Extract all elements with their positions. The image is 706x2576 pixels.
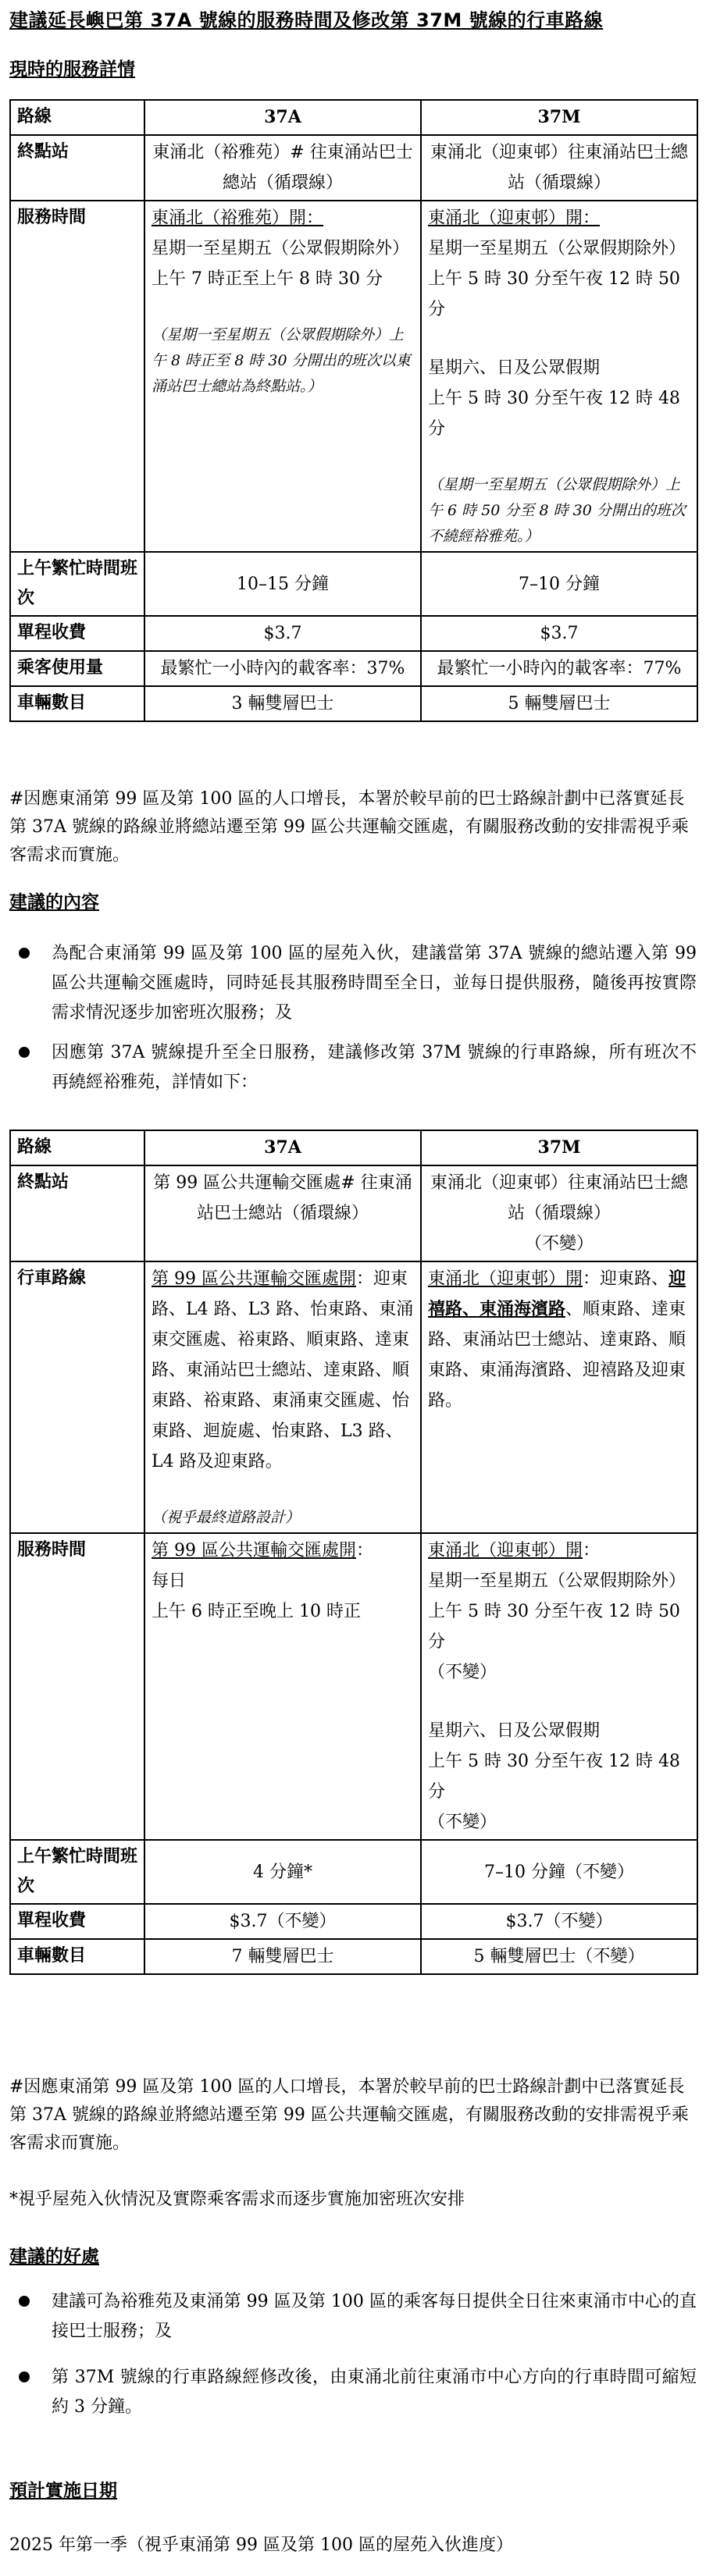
departure-point: 第 99 區公共運輸交匯處開 (152, 1269, 356, 1289)
fare-37a: $3.7 (144, 616, 421, 651)
terminus-37a: 第 99 區公共運輸交匯處# 往東涌站巴士總站（循環線） (144, 1165, 421, 1261)
routing-37a (144, 1261, 421, 1533)
benefit-bullet-2: 第 37M 號線的行車路線經修改後，由東涌北前往東涌市中心方向的行車時間可縮短約 3 分鐘。 (9, 2363, 697, 2422)
service-time: 上午 5 時 30 分至午夜 12 時 48 分 (428, 1752, 680, 1802)
table-row (10, 552, 697, 616)
current-footnote: #因應東涌第 99 區及第 100 區的人口增長，本署於較早前的巴士路線計劃中已落實延長第 37A 號線的路線並將總站遷至第 99 區公共運輸交匯處，有關服務改動的安排需視乎乘客需求而實施。 (9, 789, 689, 865)
service-time: 上午 5 時 30 分至午夜 12 時 50 分 (428, 1602, 680, 1652)
fleet-label: 車輛數目 (10, 1939, 144, 1974)
unchanged-tag: （不變） (428, 1813, 497, 1832)
table-row (10, 1261, 697, 1533)
service-hours-37a (144, 201, 421, 552)
service-days: 每日 (152, 1571, 187, 1591)
service-note: （星期一至星期五（公眾假期除外）上午 6 時 50 分至 8 時 30 分開出的班次不繞經裕雅苑。） (428, 476, 686, 545)
routing-streets: ：迎東路、L4 路、L3 路、怡東路、東涌東交匯處、裕東路、順東路、達東路、東涌站巴士總站、達東路、順東路、裕東路、東涌東交匯處、怡東路、迴旋處、怡東路、L3 路、L4 路及迎東路。 (152, 1269, 414, 1471)
bullet-icon (19, 1047, 30, 1058)
terminus-label: 終點站 (10, 1165, 144, 1261)
peak-frequency-label: 上午繁忙時間班次 (10, 1840, 144, 1904)
fleet-37a: 7 輛雙層巴士 (144, 1939, 421, 1974)
table-row (10, 1904, 697, 1939)
fleet-37m: 5 輛雙層巴士（不變） (421, 1939, 697, 1974)
proposed-footnote: #因應東涌第 99 區及第 100 區的人口增長，本署於較早前的巴士路線計劃中已落實延長第 37A 號線的路線並將總站遷至第 99 區公共運輸交匯處，有關服務改動的安排需視乎乘客需求而實施。 (9, 2077, 689, 2153)
revised-section: 迎禧路、東涌海濱路 (428, 1268, 686, 1319)
service-hours-37m (421, 201, 697, 552)
service-days: 星期一至星期五（公眾假期除外） (428, 1571, 686, 1591)
routing-note: （視乎最終道路設計） (152, 1509, 301, 1526)
service-days: 星期一至星期五（公眾假期除外） (152, 239, 410, 258)
departure-point: 東涌北（裕雅苑）開： (152, 208, 324, 228)
patronage-37m: 最繁忙一小時內的載客率：77% (421, 651, 697, 686)
fare-label: 單程收費 (10, 616, 144, 651)
route-37a-header: 37A (144, 100, 421, 135)
routing-label: 行車路線 (10, 1261, 144, 1533)
service-hours-37a: 第 99 區公共運輸交匯處開： 每日 上午 6 時正至晚上 10 時正 (144, 1533, 421, 1840)
table-row (10, 616, 697, 651)
current-service-table (9, 99, 698, 722)
service-days: 星期一至星期五（公眾假期除外） (428, 239, 686, 258)
implementation-date: 2025 年第一季（視乎東涌第 99 區及第 100 區的屋苑入伙進度） (9, 2535, 513, 2555)
peak-frequency-37a: 10–15 分鐘 (144, 552, 421, 616)
fare-37m: $3.7 (421, 616, 697, 651)
bullet-icon (19, 948, 30, 959)
table-row (10, 1939, 697, 1974)
routing-37m: 東涌北（迎東邨）開：迎東路、迎禧路、東涌海濱路、順東路、達東路、東涌站巴士總站、達東路、順東路、東涌海濱路、迎禧路及迎東路。 (421, 1261, 697, 1533)
service-time: 上午 5 時 30 分至午夜 12 時 48 分 (428, 389, 680, 439)
departure-point: 東涌北（迎東邨）開 (428, 1541, 583, 1560)
terminus-label: 終點站 (10, 135, 144, 201)
terminus-37a: 東涌北（裕雅苑）# 往東涌站巴士總站（循環線） (144, 135, 421, 201)
proposed-service-table (9, 1130, 698, 1975)
fare-label: 單程收費 (10, 1904, 144, 1939)
route-header-cell: 路線 (10, 100, 144, 135)
terminus-37m: 東涌北（迎東邨）往東涌站巴士總站（循環線） （不變） (421, 1165, 697, 1261)
benefit-bullet-1: 建議可為裕雅苑及東涌第 99 區及第 100 區的乘客每日提供全日往來東涌市中心的直接巴士服務；及 (9, 2287, 697, 2347)
proposal-bullet-1: 為配合東涌第 99 區及第 100 區的屋苑入伙，建議當第 37A 號線的總站遷入第 99 區公共運輸交匯處時，同時延長其服務時間至全日，並每日提供服務，隨後再按實際需求情況逐步加密班次服務；及 (9, 939, 697, 1028)
current-service-heading: 現時的服務詳情 (9, 59, 135, 80)
fare-37a: $3.7（不變） (144, 1904, 421, 1939)
table-row (10, 100, 697, 135)
table-row (10, 651, 697, 686)
departure-point: 東涌北（迎東邨）開 (428, 1269, 583, 1289)
service-days: 星期六、日及公眾假期 (428, 1721, 601, 1741)
fleet-37m: 5 輛雙層巴士 (421, 686, 697, 721)
service-time: 上午 5 時 30 分至午夜 12 時 50 分 (428, 269, 680, 319)
service-time: 上午 6 時正至晚上 10 時正 (152, 1602, 361, 1621)
proposal-heading: 建議的內容 (9, 892, 99, 913)
peak-frequency-37m: 7–10 分鐘 (421, 552, 697, 616)
unchanged-tag: （不變） (524, 1234, 594, 1254)
frequency-footnote: *視乎屋苑入伙情況及實際乘客需求而逐步實施加密班次安排 (9, 2190, 465, 2209)
table-row (10, 201, 697, 552)
table-row (10, 686, 697, 721)
service-days: 星期六、日及公眾假期 (428, 358, 601, 378)
route-header-cell: 路線 (10, 1130, 144, 1165)
departure-point: 第 99 區公共運輸交匯處開 (152, 1541, 356, 1560)
service-time: 上午 7 時正至上午 8 時 30 分 (152, 269, 383, 289)
unchanged-tag: （不變） (428, 1663, 497, 1682)
peak-frequency-37m: 7–10 分鐘（不變） (421, 1840, 697, 1904)
document-title: 建議延長嶼巴第 37A 號線的服務時間及修改第 37M 號線的行車路線 (9, 9, 604, 31)
service-note: （星期一至星期五（公眾假期除外）上午 8 時正至 8 時 30 分開出的班次以東涌站巴士總站為終點站。） (152, 326, 411, 395)
departure-point: 東涌北（迎東邨）開： (428, 208, 601, 228)
implementation-heading: 預計實施日期 (9, 2481, 117, 2501)
proposal-bullet-2: 因應第 37A 號線提升至全日服務，建議修改第 37M 號線的行車路線，所有班次不再繞經裕雅苑，詳情如下： (9, 1038, 697, 1098)
table-row (10, 1130, 697, 1165)
patronage-37a: 最繁忙一小時內的載客率：37% (144, 651, 421, 686)
table-row (10, 1533, 697, 1840)
terminus-37m: 東涌北（迎東邨）往東涌站巴士總站（循環線） (421, 135, 697, 201)
peak-frequency-label: 上午繁忙時間班次 (10, 552, 144, 616)
table-row (10, 1165, 697, 1261)
service-hours-37m: 東涌北（迎東邨）開： 星期一至星期五（公眾假期除外） 上午 5 時 30 分至午夜 12 時 50 分 （不變） 星期六、日及公眾假期 上午 5 時 30 分至午夜 12 時 48 分 （不變） (421, 1533, 697, 1840)
service-hours-label: 服務時間 (10, 1533, 144, 1840)
bullet-icon (19, 2296, 30, 2307)
peak-frequency-37a: 4 分鐘* (144, 1840, 421, 1904)
route-37m-header: 37M (421, 1130, 697, 1165)
fare-37m: $3.7（不變） (421, 1904, 697, 1939)
service-hours-label: 服務時間 (10, 201, 144, 552)
table-row (10, 1840, 697, 1904)
patronage-label: 乘客使用量 (10, 651, 144, 686)
bullet-icon (19, 2371, 30, 2382)
table-row (10, 135, 697, 201)
benefits-heading: 建議的好處 (9, 2247, 99, 2267)
route-37m-header: 37M (421, 100, 697, 135)
fleet-37a: 3 輛雙層巴士 (144, 686, 421, 721)
fleet-label: 車輛數目 (10, 686, 144, 721)
route-37a-header: 37A (144, 1130, 421, 1165)
